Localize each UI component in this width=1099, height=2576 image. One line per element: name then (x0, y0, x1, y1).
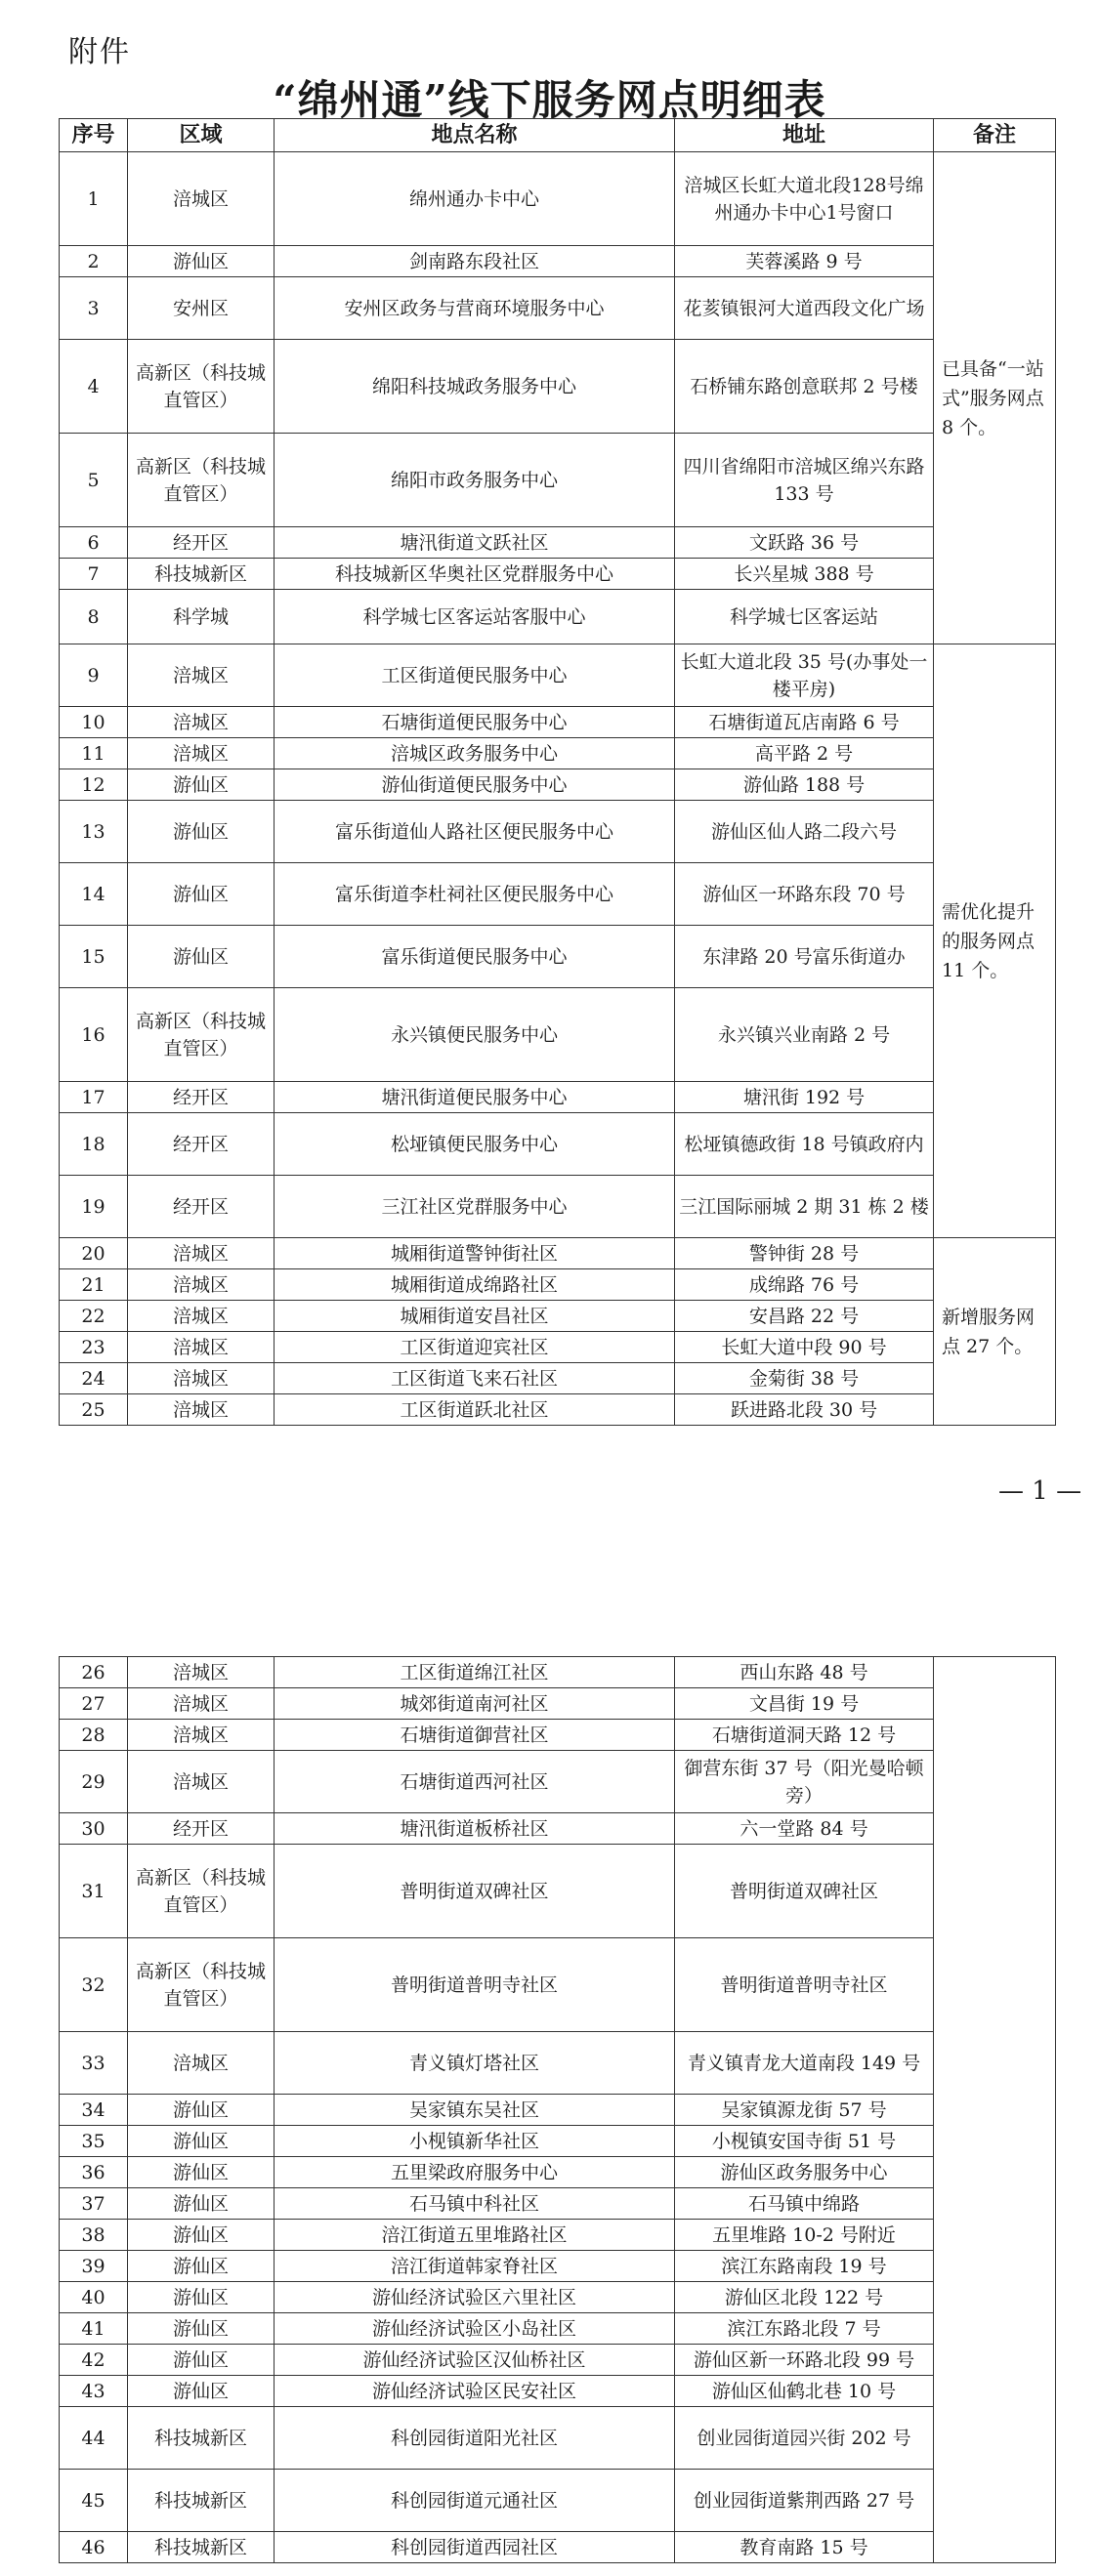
row-area: 游仙区 (128, 2220, 275, 2251)
row-number: 22 (60, 1301, 128, 1332)
table-row (60, 2095, 1056, 2126)
row-number: 10 (60, 707, 128, 738)
row-area: 涪城区 (128, 1720, 275, 1751)
row-number: 34 (60, 2095, 128, 2126)
row-location-name: 石马镇中科社区 (275, 2188, 675, 2220)
table-row (60, 2157, 1056, 2188)
row-location-name: 涪江街道五里堆路社区 (275, 2220, 675, 2251)
row-location-name: 剑南路东段社区 (275, 246, 675, 277)
table-row (60, 2126, 1056, 2157)
header-address: 地址 (675, 119, 934, 152)
row-number: 31 (60, 1845, 128, 1938)
row-location-name: 石塘街道便民服务中心 (275, 707, 675, 738)
row-number: 5 (60, 434, 128, 527)
row-address: 警钟街 28 号 (675, 1238, 934, 1269)
row-number: 41 (60, 2313, 128, 2345)
row-address: 科学城七区客运站 (675, 590, 934, 644)
row-number: 40 (60, 2282, 128, 2313)
table-row (60, 1363, 1056, 1394)
row-area: 高新区（科技城直管区） (128, 434, 275, 527)
row-area: 科技城新区 (128, 559, 275, 590)
row-area: 涪城区 (128, 1688, 275, 1720)
row-address: 涪城区长虹大道北段128号绵州通办卡中心1号窗口 (675, 152, 934, 246)
row-address: 石塘街道瓦店南路 6 号 (675, 707, 934, 738)
table-row (60, 2345, 1056, 2376)
row-number: 30 (60, 1813, 128, 1845)
row-location-name: 五里梁政府服务中心 (275, 2157, 675, 2188)
row-address: 长虹大道北段 35 号(办事处一楼平房) (675, 644, 934, 707)
row-note: 已具备“一站式”服务网点 8 个。 (934, 152, 1056, 644)
table-row (60, 1269, 1056, 1301)
row-note-empty (934, 1657, 1056, 2563)
table-row (60, 1688, 1056, 1720)
row-area: 游仙区 (128, 2095, 275, 2126)
row-address: 西山东路 48 号 (675, 1657, 934, 1688)
table-row (60, 1813, 1056, 1845)
row-number: 1 (60, 152, 128, 246)
row-address: 游仙区仙鹤北巷 10 号 (675, 2376, 934, 2407)
row-address: 游仙路 188 号 (675, 769, 934, 801)
table-row (60, 246, 1056, 277)
row-number: 13 (60, 801, 128, 863)
row-number: 7 (60, 559, 128, 590)
row-location-name: 塘汛街道便民服务中心 (275, 1082, 675, 1113)
header-no: 序号 (60, 119, 128, 152)
row-area: 经开区 (128, 527, 275, 559)
row-location-name: 科创园街道阳光社区 (275, 2407, 675, 2470)
row-location-name: 涪城区政务服务中心 (275, 738, 675, 769)
row-location-name: 科技城新区华奥社区党群服务中心 (275, 559, 675, 590)
table-row (60, 644, 1056, 707)
table-row (60, 1938, 1056, 2032)
row-area: 游仙区 (128, 2282, 275, 2313)
row-location-name: 石塘街道西河社区 (275, 1751, 675, 1813)
table-row (60, 559, 1056, 590)
row-address: 安昌路 22 号 (675, 1301, 934, 1332)
row-number: 21 (60, 1269, 128, 1301)
row-number: 27 (60, 1688, 128, 1720)
table-row (60, 277, 1056, 340)
row-area: 游仙区 (128, 2251, 275, 2282)
header-name: 地点名称 (275, 119, 675, 152)
row-area: 涪城区 (128, 2032, 275, 2095)
row-address: 石桥铺东路创意联邦 2 号楼 (675, 340, 934, 434)
table-row (60, 2376, 1056, 2407)
table-row (60, 1394, 1056, 1426)
row-location-name: 游仙街道便民服务中心 (275, 769, 675, 801)
row-area: 涪城区 (128, 1238, 275, 1269)
row-location-name: 塘汛街道文跃社区 (275, 527, 675, 559)
row-area: 游仙区 (128, 2188, 275, 2220)
service-points-table-page1 (59, 118, 1056, 1426)
table-row (60, 340, 1056, 434)
row-location-name: 工区街道跃北社区 (275, 1394, 675, 1426)
row-area: 游仙区 (128, 246, 275, 277)
table-row (60, 2251, 1056, 2282)
row-number: 39 (60, 2251, 128, 2282)
row-area: 游仙区 (128, 2157, 275, 2188)
row-location-name: 普明街道双碑社区 (275, 1845, 675, 1938)
row-address: 游仙区仙人路二段六号 (675, 801, 934, 863)
row-number: 45 (60, 2470, 128, 2532)
table-row (60, 2032, 1056, 2095)
row-address: 游仙区政务服务中心 (675, 2157, 934, 2188)
row-address: 永兴镇兴业南路 2 号 (675, 988, 934, 1082)
table-row (60, 926, 1056, 988)
row-number: 14 (60, 863, 128, 926)
row-area: 高新区（科技城直管区） (128, 1845, 275, 1938)
row-number: 12 (60, 769, 128, 801)
row-number: 43 (60, 2376, 128, 2407)
row-number: 42 (60, 2345, 128, 2376)
table-row (60, 434, 1056, 527)
row-number: 19 (60, 1176, 128, 1238)
row-address: 三江国际丽城 2 期 31 栋 2 楼 (675, 1176, 934, 1238)
row-address: 吴家镇源龙街 57 号 (675, 2095, 934, 2126)
row-area: 游仙区 (128, 769, 275, 801)
row-location-name: 游仙经济试验区民安社区 (275, 2376, 675, 2407)
row-number: 26 (60, 1657, 128, 1688)
row-address: 芙蓉溪路 9 号 (675, 246, 934, 277)
row-location-name: 小枧镇新华社区 (275, 2126, 675, 2157)
row-location-name: 涪江街道韩家脊社区 (275, 2251, 675, 2282)
row-address: 四川省绵阳市涪城区绵兴东路 133 号 (675, 434, 934, 527)
row-address: 金菊街 38 号 (675, 1363, 934, 1394)
row-number: 35 (60, 2126, 128, 2157)
row-location-name: 工区街道绵江社区 (275, 1657, 675, 1688)
table-row (60, 801, 1056, 863)
row-number: 32 (60, 1938, 128, 2032)
header-note: 备注 (934, 119, 1056, 152)
row-number: 17 (60, 1082, 128, 1113)
row-location-name: 游仙经济试验区六里社区 (275, 2282, 675, 2313)
row-address: 游仙区北段 122 号 (675, 2282, 934, 2313)
row-number: 8 (60, 590, 128, 644)
table-row (60, 1332, 1056, 1363)
row-location-name: 科学城七区客运站客服中心 (275, 590, 675, 644)
row-location-name: 工区街道迎宾社区 (275, 1332, 675, 1363)
row-address: 五里堆路 10-2 号附近 (675, 2220, 934, 2251)
row-note: 需优化提升的服务网点 11 个。 (934, 644, 1056, 1238)
row-number: 36 (60, 2157, 128, 2188)
row-address: 游仙区一环路东段 70 号 (675, 863, 934, 926)
page-number: — 1 — (998, 1476, 1082, 1506)
row-area: 高新区（科技城直管区） (128, 340, 275, 434)
row-area: 游仙区 (128, 801, 275, 863)
row-location-name: 青义镇灯塔社区 (275, 2032, 675, 2095)
row-area: 科技城新区 (128, 2532, 275, 2563)
row-number: 6 (60, 527, 128, 559)
row-area: 涪城区 (128, 1363, 275, 1394)
row-address: 长虹大道中段 90 号 (675, 1332, 934, 1363)
row-area: 涪城区 (128, 738, 275, 769)
header-area: 区域 (128, 119, 275, 152)
row-note: 新增服务网点 27 个。 (934, 1238, 1056, 1426)
row-address: 文昌街 19 号 (675, 1688, 934, 1720)
row-area: 涪城区 (128, 1751, 275, 1813)
row-area: 涪城区 (128, 1394, 275, 1426)
row-location-name: 富乐街道李杜祠社区便民服务中心 (275, 863, 675, 926)
row-location-name: 石塘街道御营社区 (275, 1720, 675, 1751)
row-area: 经开区 (128, 1082, 275, 1113)
service-points-table-page2 (59, 1656, 1056, 2563)
table-row (60, 1082, 1056, 1113)
table-row (60, 707, 1056, 738)
row-address: 花荄镇银河大道西段文化广场 (675, 277, 934, 340)
row-address: 小枧镇安国寺街 51 号 (675, 2126, 934, 2157)
table-row (60, 2188, 1056, 2220)
attachment-label: 附件 (68, 35, 131, 69)
table-row (60, 2313, 1056, 2345)
table-row (60, 769, 1056, 801)
row-number: 33 (60, 2032, 128, 2095)
row-location-name: 科创园街道西园社区 (275, 2532, 675, 2563)
row-number: 9 (60, 644, 128, 707)
table-row (60, 738, 1056, 769)
row-address: 跃进路北段 30 号 (675, 1394, 934, 1426)
row-location-name: 工区街道飞来石社区 (275, 1363, 675, 1394)
row-number: 38 (60, 2220, 128, 2251)
row-number: 25 (60, 1394, 128, 1426)
table-row (60, 1751, 1056, 1813)
table-row (60, 2282, 1056, 2313)
row-address: 石马镇中绵路 (675, 2188, 934, 2220)
row-location-name: 绵阳市政务服务中心 (275, 434, 675, 527)
table-row (60, 1301, 1056, 1332)
row-area: 涪城区 (128, 1332, 275, 1363)
row-location-name: 普明街道普明寺社区 (275, 1938, 675, 2032)
row-number: 44 (60, 2407, 128, 2470)
table-row (60, 2220, 1056, 2251)
row-address: 创业园街道园兴街 202 号 (675, 2407, 934, 2470)
row-location-name: 游仙经济试验区小岛社区 (275, 2313, 675, 2345)
row-area: 经开区 (128, 1113, 275, 1176)
row-location-name: 城郊街道南河社区 (275, 1688, 675, 1720)
row-number: 18 (60, 1113, 128, 1176)
row-location-name: 富乐街道便民服务中心 (275, 926, 675, 988)
row-location-name: 松垭镇便民服务中心 (275, 1113, 675, 1176)
row-area: 涪城区 (128, 1301, 275, 1332)
document-title: “绵州通”线下服务网点明细表 (273, 76, 826, 124)
row-location-name: 城厢街道安昌社区 (275, 1301, 675, 1332)
row-location-name: 永兴镇便民服务中心 (275, 988, 675, 1082)
table-row (60, 1238, 1056, 1269)
row-area: 游仙区 (128, 2126, 275, 2157)
row-area: 经开区 (128, 1176, 275, 1238)
row-location-name: 塘汛街道板桥社区 (275, 1813, 675, 1845)
row-number: 23 (60, 1332, 128, 1363)
row-area: 涪城区 (128, 707, 275, 738)
row-address: 文跃路 36 号 (675, 527, 934, 559)
row-address: 塘汛街 192 号 (675, 1082, 934, 1113)
row-address: 高平路 2 号 (675, 738, 934, 769)
table-row (60, 527, 1056, 559)
row-area: 科技城新区 (128, 2470, 275, 2532)
row-address: 青义镇青龙大道南段 149 号 (675, 2032, 934, 2095)
row-location-name: 安州区政务与营商环境服务中心 (275, 277, 675, 340)
row-area: 科学城 (128, 590, 275, 644)
row-location-name: 城厢街道警钟街社区 (275, 1238, 675, 1269)
row-location-name: 城厢街道成绵路社区 (275, 1269, 675, 1301)
row-address: 滨江东路北段 7 号 (675, 2313, 934, 2345)
table-row (60, 1176, 1056, 1238)
row-area: 涪城区 (128, 152, 275, 246)
row-location-name: 工区街道便民服务中心 (275, 644, 675, 707)
row-area: 涪城区 (128, 644, 275, 707)
table-row (60, 590, 1056, 644)
row-number: 20 (60, 1238, 128, 1269)
table-header-row (60, 119, 1056, 152)
row-area: 科技城新区 (128, 2407, 275, 2470)
table-row (60, 152, 1056, 246)
row-area: 高新区（科技城直管区） (128, 1938, 275, 2032)
table-row (60, 863, 1056, 926)
row-number: 3 (60, 277, 128, 340)
row-number: 28 (60, 1720, 128, 1751)
row-area: 游仙区 (128, 2313, 275, 2345)
row-number: 24 (60, 1363, 128, 1394)
row-area: 高新区（科技城直管区） (128, 988, 275, 1082)
row-location-name: 富乐街道仙人路社区便民服务中心 (275, 801, 675, 863)
table-row (60, 2532, 1056, 2563)
row-number: 4 (60, 340, 128, 434)
row-number: 15 (60, 926, 128, 988)
row-area: 涪城区 (128, 1269, 275, 1301)
row-address: 御营东街 37 号（阳光曼哈顿旁） (675, 1751, 934, 1813)
row-area: 涪城区 (128, 1657, 275, 1688)
row-address: 长兴星城 388 号 (675, 559, 934, 590)
row-area: 游仙区 (128, 926, 275, 988)
row-location-name: 游仙经济试验区汉仙桥社区 (275, 2345, 675, 2376)
row-address: 石塘街道洞天路 12 号 (675, 1720, 934, 1751)
row-address: 成绵路 76 号 (675, 1269, 934, 1301)
table-row (60, 2407, 1056, 2470)
table-row (60, 1720, 1056, 1751)
table-row (60, 1657, 1056, 1688)
row-address: 游仙区新一环路北段 99 号 (675, 2345, 934, 2376)
row-location-name: 三江社区党群服务中心 (275, 1176, 675, 1238)
row-address: 六一堂路 84 号 (675, 1813, 934, 1845)
table-row (60, 1845, 1056, 1938)
row-number: 2 (60, 246, 128, 277)
row-location-name: 吴家镇东吴社区 (275, 2095, 675, 2126)
row-number: 11 (60, 738, 128, 769)
row-area: 游仙区 (128, 2376, 275, 2407)
row-address: 松垭镇德政街 18 号镇政府内 (675, 1113, 934, 1176)
row-number: 37 (60, 2188, 128, 2220)
row-address: 普明街道普明寺社区 (675, 1938, 934, 2032)
row-area: 游仙区 (128, 863, 275, 926)
row-address: 普明街道双碑社区 (675, 1845, 934, 1938)
table-row (60, 2470, 1056, 2532)
row-number: 29 (60, 1751, 128, 1813)
row-location-name: 绵阳科技城政务服务中心 (275, 340, 675, 434)
table-row (60, 988, 1056, 1082)
row-number: 16 (60, 988, 128, 1082)
row-area: 游仙区 (128, 2345, 275, 2376)
row-address: 创业园街道紫荆西路 27 号 (675, 2470, 934, 2532)
row-address: 滨江东路南段 19 号 (675, 2251, 934, 2282)
row-area: 经开区 (128, 1813, 275, 1845)
row-area: 安州区 (128, 277, 275, 340)
row-address: 教育南路 15 号 (675, 2532, 934, 2563)
table-row (60, 1113, 1056, 1176)
row-location-name: 绵州通办卡中心 (275, 152, 675, 246)
row-number: 46 (60, 2532, 128, 2563)
row-location-name: 科创园街道元通社区 (275, 2470, 675, 2532)
row-address: 东津路 20 号富乐街道办 (675, 926, 934, 988)
